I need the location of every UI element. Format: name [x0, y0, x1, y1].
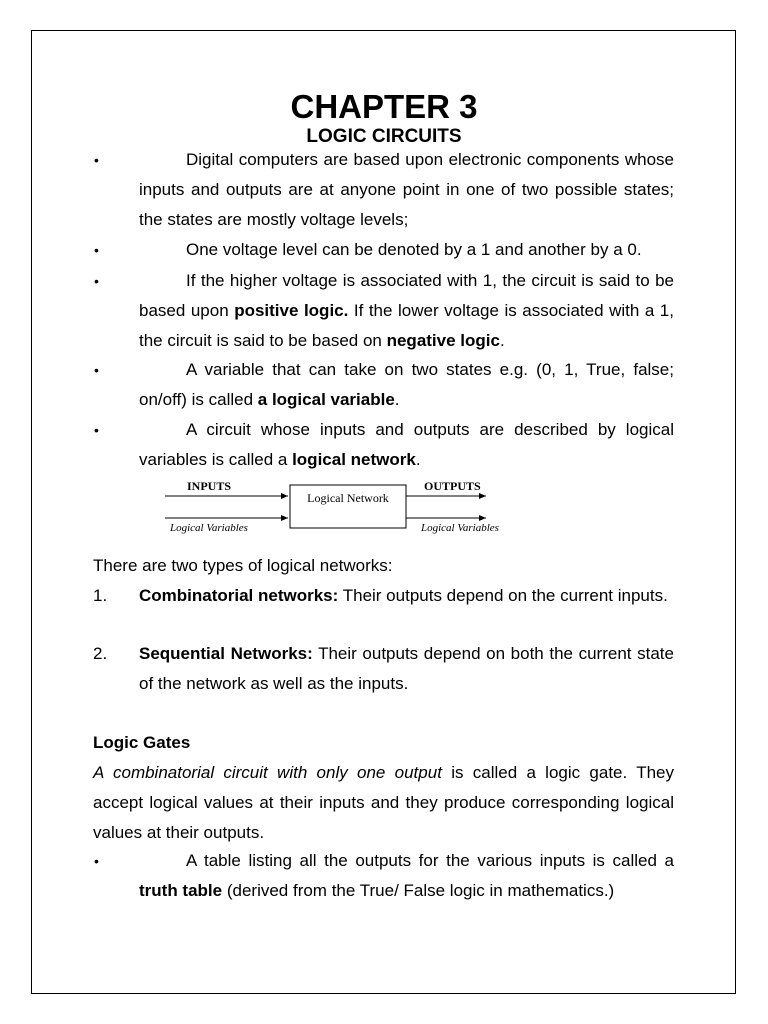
chapter-title: CHAPTER 3: [290, 88, 478, 125]
bullet-marker: •: [94, 362, 99, 378]
list-item: Combinatorial networks: Their outputs depend on the current inputs.: [139, 586, 668, 605]
term-positive-logic: positive logic.: [234, 301, 349, 320]
term-logical-variable: a logical variable: [257, 390, 395, 409]
bullet-paragraph: A variable that can take on two states e.g. (0, 1, True, false; on/off) is called a logical variable.: [139, 360, 674, 409]
logical-network-diagram: [160, 474, 520, 540]
list-number: 1.: [93, 586, 108, 605]
bullet-paragraph: If the higher voltage is associated with 1, the circuit is said to be based upon positive logic. If the lower voltage is associated with a 1, the circuit is said to be based on negative logic.: [139, 271, 674, 350]
bullet-marker: •: [94, 422, 99, 438]
left-caption: Logical Variables: [170, 522, 248, 534]
bullet-marker: •: [94, 242, 99, 258]
list-number: 2.: [93, 644, 108, 663]
types-intro: There are two types of logical networks:: [93, 556, 393, 575]
bullet-paragraph: Digital computers are based upon electronic components whose inputs and outputs are at anyone point in one of two possible states; the states are mostly voltage levels;: [139, 150, 674, 229]
italic-lead: A combinatorial circuit with only one output: [93, 763, 442, 782]
inputs-label: INPUTS: [187, 479, 232, 493]
bullet-marker: •: [94, 152, 99, 168]
outputs-label: OUTPUTS: [424, 479, 481, 493]
right-caption: Logical Variables: [421, 522, 499, 534]
bullet-paragraph: One voltage level can be denoted by a 1 and another by a 0.: [186, 240, 642, 259]
bullet-paragraph: A circuit whose inputs and outputs are described by logical variables is called a logical network.: [139, 420, 674, 469]
term-truth-table: truth table: [139, 881, 223, 900]
term-negative-logic: negative logic: [386, 331, 500, 350]
list-item: Sequential Networks: Their outputs depend on both the current state of the network as well as the inputs.: [139, 644, 674, 693]
chapter-subtitle: LOGIC CIRCUITS: [306, 126, 462, 147]
box-label: Logical Network: [307, 491, 389, 505]
logic-gates-paragraph: A combinatorial circuit with only one output is called a logic gate. They accept logical values at their inputs and they produce corresponding logical values at their outputs.: [93, 763, 674, 842]
bullet-paragraph: A table listing all the outputs for the various inputs is called a truth table (derived from the True/ False logic in mathematics.): [139, 851, 674, 900]
bullet-marker: •: [94, 273, 99, 289]
term-sequential: Sequential Networks:: [139, 644, 313, 663]
term-combinatorial: Combinatorial networks:: [139, 586, 339, 605]
term-logical-network: logical network: [292, 450, 416, 469]
bullet-marker: •: [94, 853, 99, 869]
section-heading: Logic Gates: [93, 733, 191, 752]
